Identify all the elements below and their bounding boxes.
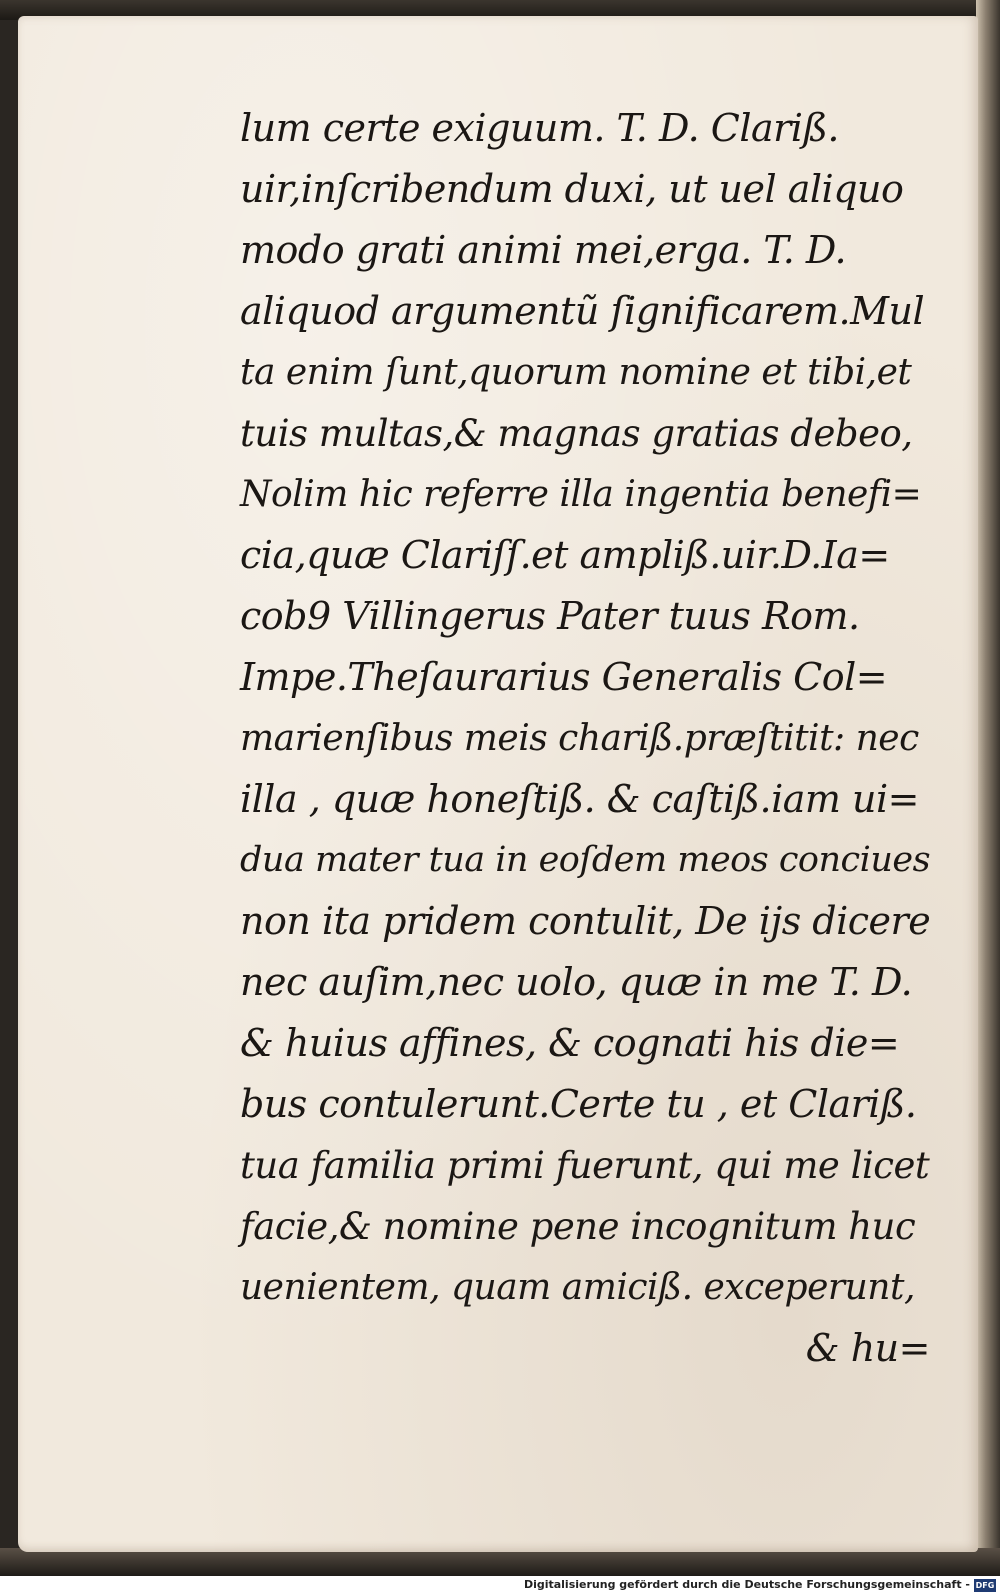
text-line: Impe.Theſaurarius Generalis Col= <box>240 655 888 699</box>
page-text-block <box>240 98 930 1379</box>
text-line: bus contulerunt.Certe tu , et Clariß. <box>240 1082 917 1126</box>
book-page <box>18 16 978 1552</box>
text-line: cia,quæ Clariſſ.et ampliß.uir.D.Ia= <box>240 533 890 577</box>
text-line: facie,& nomine pene incognitum huc <box>240 1205 916 1248</box>
text-line: uir,inſcribendum duxi, ut uel aliquo <box>240 167 904 211</box>
text-line: tuis multas,& magnas gratias debeo, <box>240 412 913 455</box>
text-line: uenientem, quam amiciß. exceperunt, <box>240 1267 915 1308</box>
text-line: marienſibus meis chariß.præſtitit: nec <box>240 718 919 759</box>
text-line: nec auſim,nec uolo, quæ in me T. D. <box>240 960 913 1004</box>
text-line: non ita pridem contulit, De ijs dicere <box>240 899 931 943</box>
footer-bar <box>0 1576 1000 1596</box>
text-line: ta enim ſunt,quorum nomine et tibi,et <box>240 352 912 393</box>
text-line: dua mater tua in eoſdem meos conciues <box>240 840 931 880</box>
text-line: Nolim hic referre illa ingentia benefi= <box>240 474 922 515</box>
text-line: tua familia primi fuerunt, qui me licet <box>240 1144 930 1187</box>
text-line: modo grati animi mei,erga. T. D. <box>240 228 847 272</box>
text-line: lum certe exiguum. T. D. Clariß. <box>240 106 839 150</box>
book-edge-right <box>976 0 1000 1560</box>
text-line: aliquod argumentũ ſignificarem.Mul <box>240 289 925 333</box>
catchword: & hu= <box>805 1326 930 1370</box>
text-line: & huius affines, & cognati his die= <box>240 1021 900 1065</box>
digitization-credit: Digitalisierung gefördert durch die Deutsche Forschungsgemeinschaft - <box>523 1578 970 1591</box>
text-line: cob9 Villingerus Pater tuus Rom. <box>240 594 860 638</box>
book-edge-bottom <box>0 1548 1000 1576</box>
text-line: illa , quæ honeſtiß. & caſtiß.iam ui= <box>240 777 919 821</box>
dfg-logo-icon: DFG <box>975 1581 995 1590</box>
